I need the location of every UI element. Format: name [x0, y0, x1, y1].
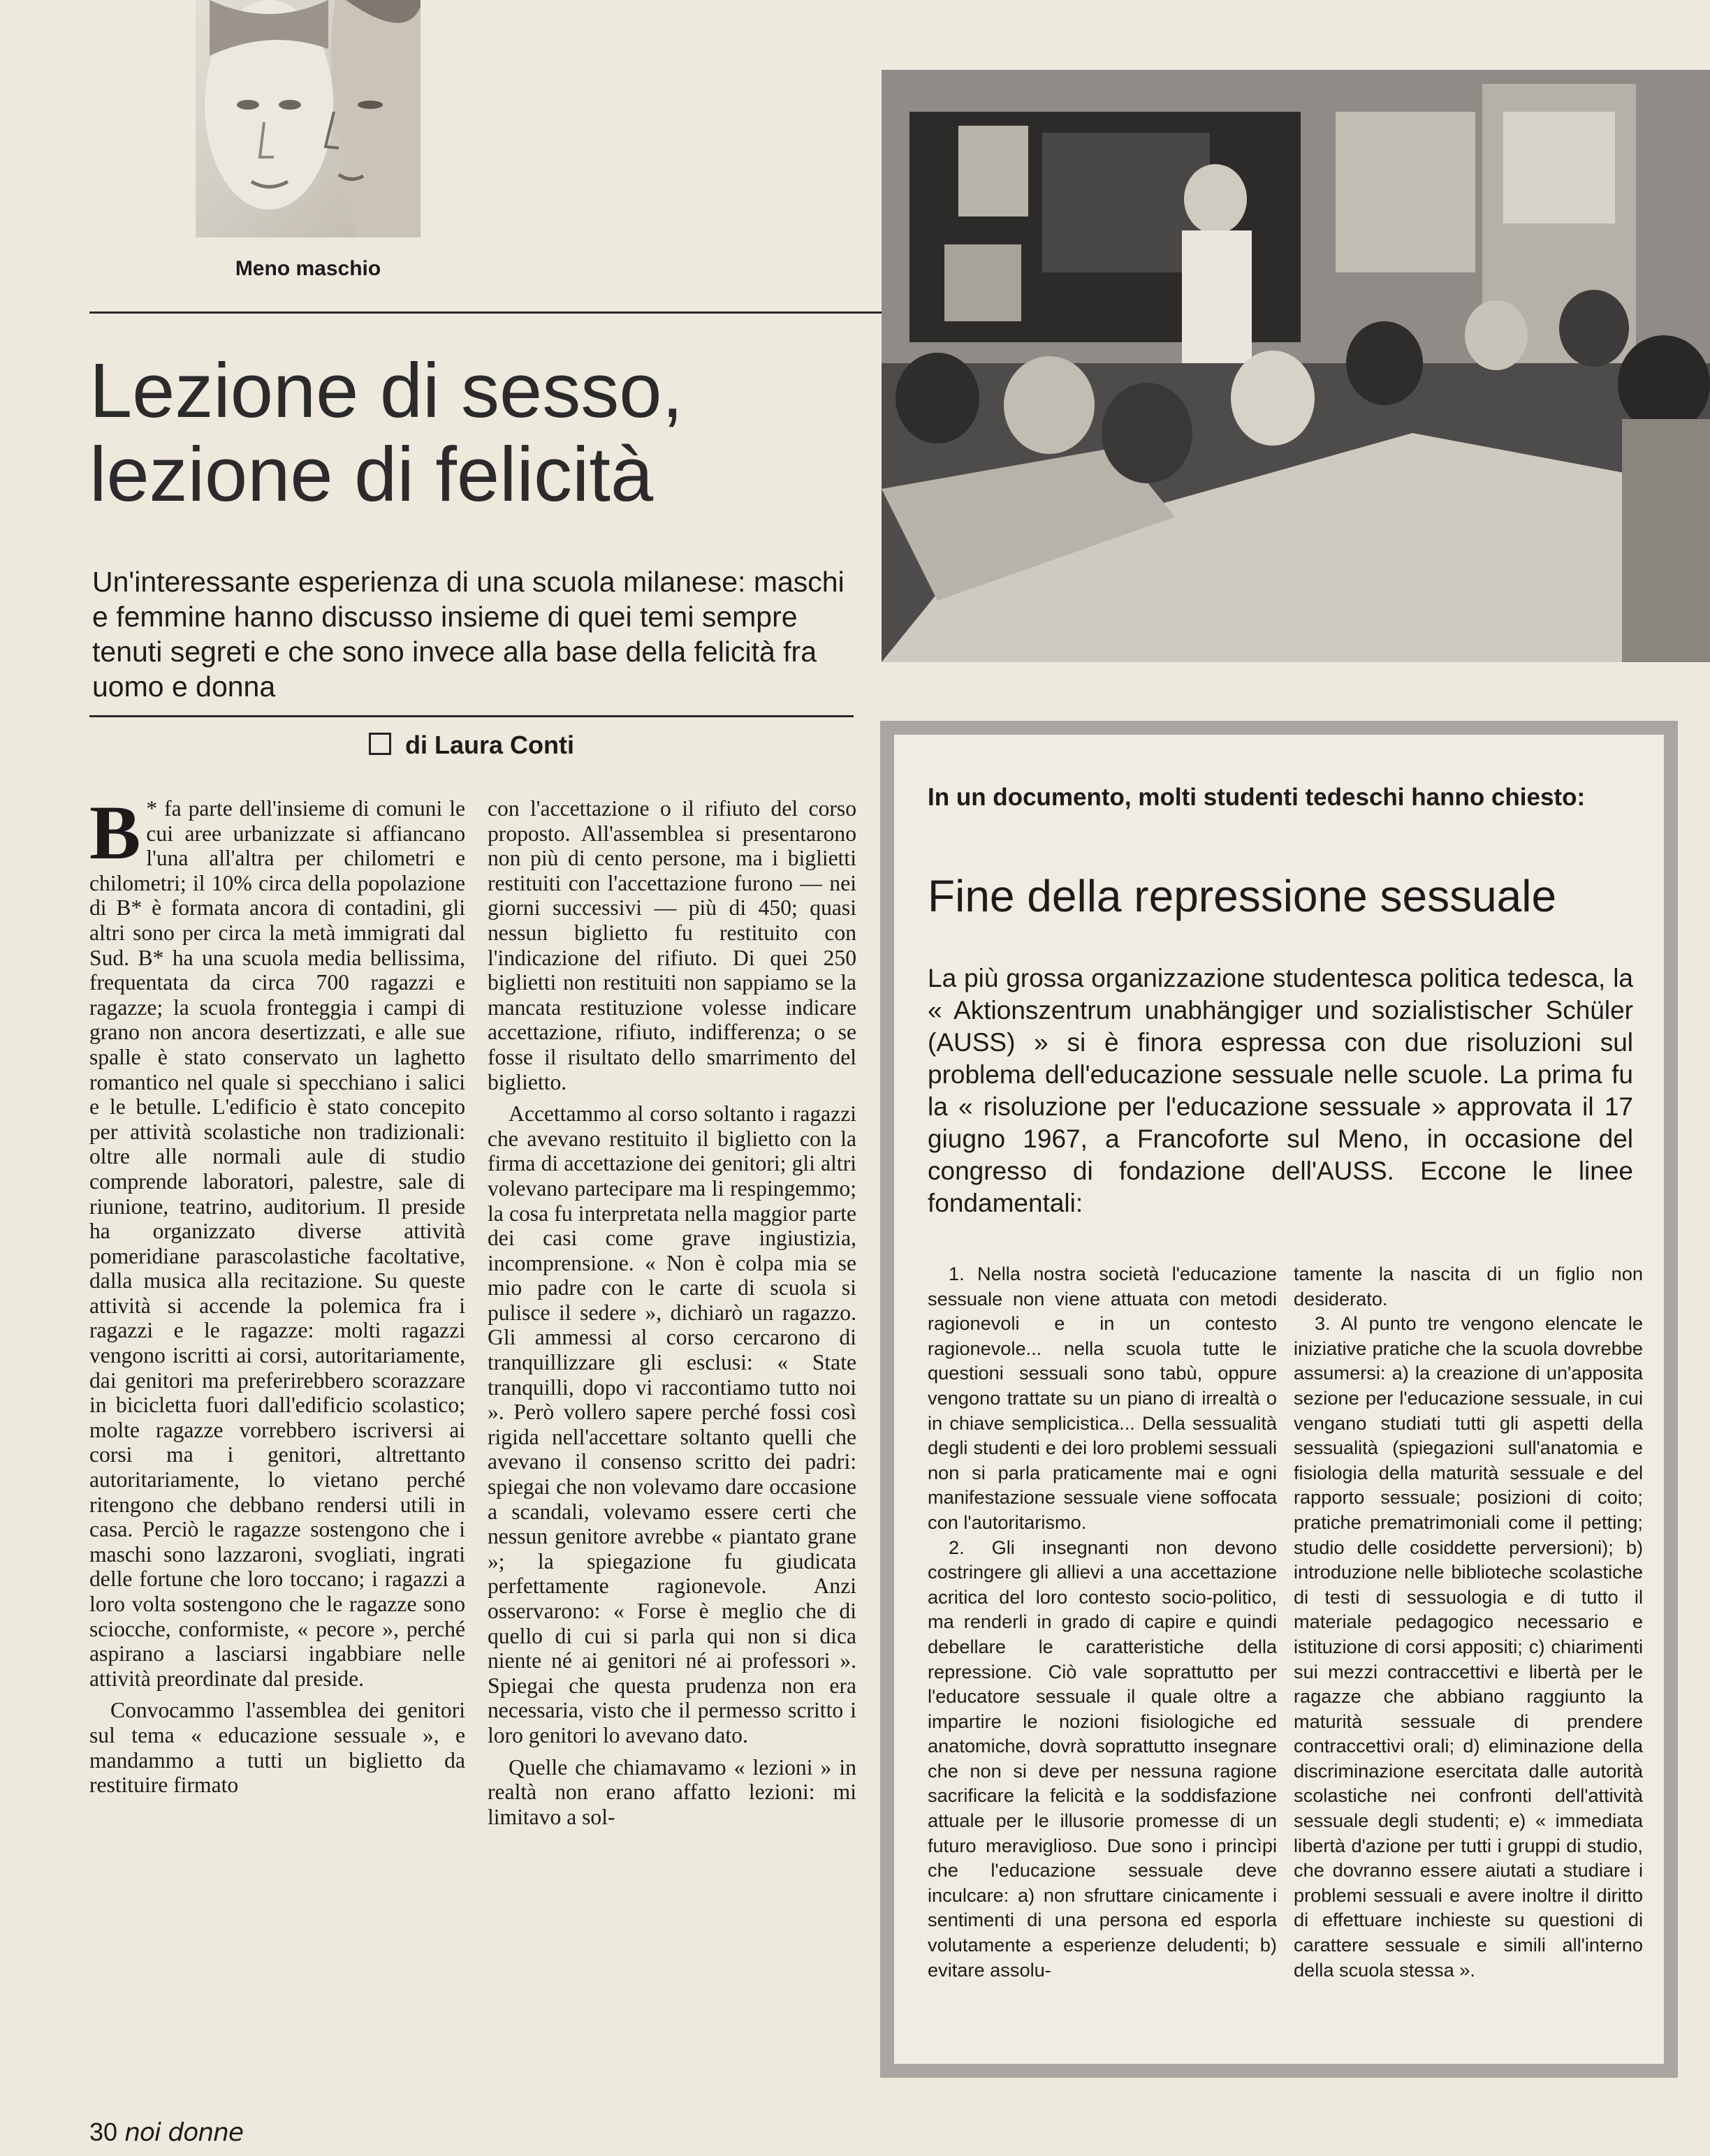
sidebar-box [880, 721, 1678, 2078]
article-paragraph: con l'accettazione o il rifiuto del corso proposto. All'assemblea si presentarono non più di cento persone, ma i biglietti restituiti con l'accettazione furono — nei giorni successivi — più di 450; quasi nessun biglietto fu restituito con l'indicazione del rifiuto. Di quei 250 biglietti non restituiti non sappiamo se la mancata restituzione volesse indicare accettazione, rifiuto, indifferenza; o se fosse il risultato dello smarrimento del biglietto. [488, 796, 856, 1094]
sidebar-column-2 [1294, 1261, 1643, 1982]
article-paragraph: Convocammo l'assemblea dei genitori sul tema « educazione sessuale », e mandammo a tutti un biglietto da restituire firmato [89, 1698, 465, 1798]
headline [89, 349, 858, 517]
sidebar-paragraph: 3. Al punto tre vengono elencate le iniziative pratiche che la scuola dovrebbe assumersi: a) la creazione di un'apposita sezione per l'educazione sessuale, in cui vengano studiati tutti gli aspetti della sessualità (spiegazioni sull'anatomia e fisiologia della maturità sessuale e del rapporto sessuale; posizioni di coito; pratiche prematrimoniali come il petting; studio delle cosiddette perversioni); b) introduzione nelle biblioteche scolastiche di testi di sessuologia e di tutto il materiale pedagogico necessario e istituzione di corsi appositi; c) chiarimenti sui mezzi contraccettivi e libertà per le ragazze che abbiano raggiunto la maturità sessuale di prendere contraccettivi orali; d) eliminazione della discriminazione esercitata dalle autorità scolastiche nei confronti dell'attività sessuale degli studenti; e) « immediata libertà d'azione per tutti i gruppi di studio, che dovranno essere aiutati a studiare i problemi sessuali e avere inoltre il diritto di effettuare inchieste su questioni di carattere sessuale e simili all'interno della scuola stessa ». [1294, 1312, 1643, 1981]
sidebar-intro: In un documento, molti studenti tedeschi hanno chiesto: [928, 784, 1586, 811]
photo-caption: Meno maschio [235, 257, 381, 280]
article-paragraph: Accettammo al corso soltanto i ragazzi che avevano restituito il biglietto con la firma di accettazione dei genitori; gli altri volevano partecipare ma li respingemmo; la cosa fu interpretata nella maggior parte dei casi come grave ingiustizia, incomprensione. « Non è colpa mia se mio padre con le carte di scuola si pulisce il sedere », dichiarò un ragazzo. Gli ammessi al corso cercarono di tranquillizzare gli esclusi: « State tranquilli, dopo vi raccontiamo tutto noi ». Però vollero sapere perché fossi così rigida nell'accettare soltanto quelli che avevano il consenso scritto dei padri: spiegai che non volevamo dare occasione a scandali, volevamo essere certi che nessun genitore avrebbe « piantato grane »; la spiegazione fu giudicata perfettamente ragionevole. Anzi osservarono: « Forse è meglio che di quello di cui si parla qui non si dica niente né ai genitori né ai professori ». Spiegai che questa prudenza non era necessaria, visto che il permesso scritto i loro genitori lo avevano dato. [488, 1101, 856, 1747]
classroom-photo [882, 70, 1710, 662]
magazine-brand: noi donne [124, 2118, 244, 2147]
portrait-photo [196, 0, 421, 237]
subtitle: Un'interessante esperienza di una scuola milanese: maschi e femmine hanno discusso insieme di quei temi sempre tenuti segreti e che sono invece alla base della felicità fra uomo e donna [92, 566, 845, 703]
divider-byline [89, 715, 854, 717]
divider-top [89, 311, 882, 314]
article-paragraph: Quelle che chiamavamo « lezioni » in realtà non erano affatto lezioni: mi limitavo a sol- [488, 1754, 856, 1829]
article-column-2 [488, 796, 856, 1836]
headline-line-1: Lezione di sesso, [89, 348, 683, 434]
headline-line-2: lezione di felicità [89, 432, 654, 518]
sidebar-column-1 [928, 1261, 1277, 1982]
sidebar-title: Fine della repressione sessuale [928, 871, 1557, 921]
sidebar-paragraph: 1. Nella nostra società l'educazione sessuale non viene attuata con metodi ragionevoli e in un contesto ragionevole... nella scuola tutte le questioni sessuali sono tabù, oppure vengono trattate su un piano di irrealtà o in chiave semplicistica... Della sessualità degli studenti e dei loro problemi sessuali non si parla praticamente mai e ogni manifestazione sessuale viene soffocata con l'autoritarismo. [928, 1263, 1277, 1533]
square-bullet-icon [369, 733, 391, 755]
sidebar-paragraph: 2. Gli insegnanti non devono costringere gli allievi a una accettazione acritica del loro contesto socio-politico, ma renderli in grado di capire e quindi debellare le caratteristiche della repressione. Ciò vale soprattutto per l'educatore sessuale il quale oltre a impartire le nozioni fisiologiche ed anatomiche, dovrà soprattutto insegnare che non si deve per nessuna ragione sacrificare la felicità e la soddisfazione attuale per le illusorie promesse di un futuro meraviglioso. Due sono i princìpi che l'educazione sessuale deve inculcare: a) non sfruttare cinicamente i sentimenti di una persona ed esporla volutamente a esperienze deludenti; b) evitare assolu- [928, 1536, 1277, 1981]
article-column-1 [89, 790, 465, 1805]
byline-text: di Laura Conti [405, 731, 574, 759]
sidebar-lead: La più grossa organizzazione studentesca politica tedesca, la « Aktionszentrum unabhängiger und sozialistischer Schüler (AUSS) » si è finora espressa con due risoluzioni sul problema dell'educazione sessuale nelle scuole. La prima fu la « risoluzione per l'educazione sessuale » approvata il 17 giugno 1967, a Francoforte sul Meno, in occasione del congresso di fondazione dell'AUSS. Eccone le linee fondamentali: [928, 964, 1633, 1217]
sidebar-paragraph: tamente la nascita di un figlio non desiderato. [1294, 1263, 1643, 1310]
page-number: 30 [89, 2118, 118, 2146]
article-paragraph: B * fa parte dell'insieme di comuni le cui aree urbanizzate si affiancano l'una all'altra per chilometri e chilometri; il 10% circa della popolazione di B* è formata ancora di contadini, gli altri sono per circa la metà immigrati dal Sud. B* ha una scuola media bellissima, frequentata da circa 700 ragazzi e ragazze; la scuola fronteggia i campi di grano non ancora desertizzati, e alle sue spalle è stato conservato un laghetto romantico nel quale si specchiano i salici e le betulle. L'edificio è stato concepito per attività scolastiche non tradizionali: oltre alle normali aule di studio comprende laboratori, palestre, sale di riunione, teatrino, auditorium. Il preside ha organizzato diverse attività pomeridiane parascolastiche facoltative, dalla musica alla recitazione. Su queste attività si accende la polemica fra i ragazzi e le ragazze: molti ragazzi vengono iscritti ai corsi, autoritariamente, dai genitori ma preferirebbero scorazzare in bicicletta fuori dall'edificio scolastico; molte ragazze vorrebbero iscriversi ai corsi ma i genitori, altrettanto autoritariamente, lo vietano perché ritengono che debbano rendersi utili in casa. Perciò le ragazze sostengono che i maschi sono lazzaroni, svogliati, ingrati delle fortune che loro toccano; i ragazzi a loro volta sostengono che le ragazze sono sciocche, conformiste, « pecore », perché aspirano a lasciarsi ingabbiare nelle attività preordinate dal preside. [89, 790, 465, 1691]
drop-cap: B [89, 790, 141, 875]
page-footer [89, 2118, 243, 2147]
byline [89, 731, 854, 760]
